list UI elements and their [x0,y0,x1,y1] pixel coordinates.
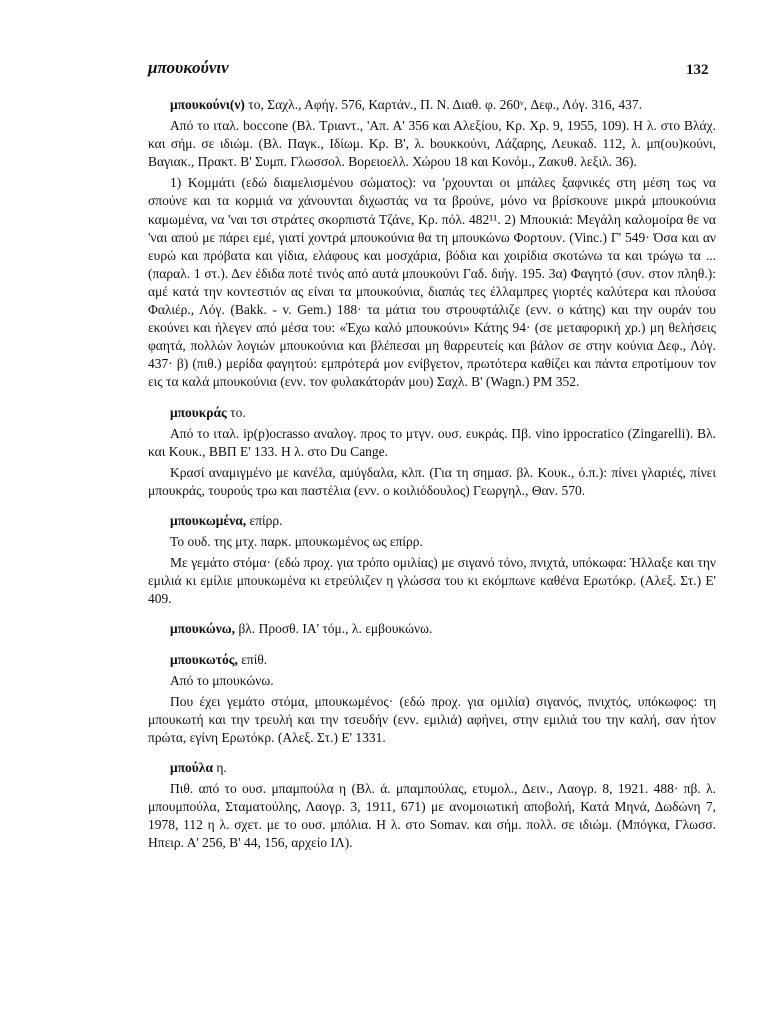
running-head: μπουκούνιν [148,58,229,77]
entry-paragraph: Κρασί αναμιγμένο με κανέλα, αμύγδαλα, κλπ. (Για τη σημασ. βλ. Κουκ., ό.π.): πίνει γλαριές, πίνει μπουκράς, τουρούς τρω και παστέλια (ενν. ο κοιλιόδουλος) Γεωργηλ., Θαν. 570. [148,464,716,498]
entry-paragraph: Που έχει γεμάτο στόμα, μπουκωμένος· (εδώ προχ. για ομιλία) σιγανός, πνιχτός, υπόκωφος: τη μπουκωτή και την τρευλή και την τσευδήν (ενν. εμιλιά) αφήνει, στην εμιλιά του την καλή, σαν ήτον πρώτα, εγίνη Ερωτόκρ. (Αλεξ. Στ.) Ε' 1331. [148,693,716,745]
page-number: 132 [686,62,709,78]
entry-mpoukono [148,620,716,638]
entry-text: το. [230,404,246,420]
entry-paragraph: 1) Κομμάτι (εδώ διαμελισμένου σώματος): να 'ρχουνται οι μπάλες ξαφνικές στη μέση τως να σπούνε και τα κορμιά να χάνουνται διχωστάς να τα βρούνε, μόνο να βρίσκουνε μικρά μπουκούνια καμωμένα, να 'ναι τσι στράτες σκορπιστά Τζάνε, Κρ. πόλ. 482¹¹. 2) Μπουκιά: Μεγάλη καλομοίρα θε να 'ναι απού με πάρει εμέ, γιατί χοντρά μπουκούνια θα τη μπουκώνω Φορτουν. (Vinc.) Γ' 549· Όσα και αν ευρώ και πρόβατα και γίδια, ελάφους και μοσχάρια, βόδια και χοιρίδια σκοτώνω τα και τρώγω τα ... (παραλ. 1 στ.). Δεν έδιδα ποτέ τινός από αυτά μπουκούνι Γαδ. διήγ. 195. 3α) Φαγητό (συν. στον πληθ.): αμέ κατά την κοντεστιόν ας είναι τα μπουκούνια, διαπάς τες έλλαμπρες γιορτές καλύτερα και πλούσα Φαλιέρ., Λόγ. (Bakk. - v. Gem.) 188· τα μάτια του στρουφτάλιζε (ενν. ο κάτης) και την ουράν του εκούνει και ήλεγεν από μέσα του: «Έχω καλό μπουκούνι» Κάτης 94· (σε μεταφορική χρ.) μη θελήσεις φαητά, πολλών λογιών μπουκούνια και βλέπεσαι μη θαρρευτείς και βάλον σε στην κούνια Δεφ., Λόγ. 437· β) (πιθ.) μερίδα φαγητού: εμπρότερά μον ενίβγετον, πρωτότερα καθίζει και πάντα επροτίμουν τον εις τα καλά μπουκούνια (ενν. τον φυλακάτοράν μου) Σαχλ. Β' (Wagn.) PM 352. [148,175,716,390]
entry-mpoukras [148,404,716,500]
entry-paragraph: Από το ιταλ. boccone (Βλ. Τριαντ., 'Απ. Α' 356 και Αλεξίου, Κρ. Χρ. 9, 1955, 109). Η λ. στο Βλάχ. και σήμ. σε ιδιώμ. (Βλ. Παγκ., Ιδίωμ. Κρ. Β', λ. bουκκούνι, Λάζαρης, Λευκαδ. 112, λ. μπ(ου)κούνι, Βαγιακ., Πρακτ. Β' Συμπ. Γλωσσολ. Βορειοελλ. Χώρου 18 και Κονόμ., Ζακυθ. λεξιλ. 36). [148,118,716,170]
entry-paragraph: Από το ιταλ. ip(p)ocrasso αναλογ. προς το μτγν. ουσ. ευκράς. Πβ. vino ippocratico (Zingarelli). Βλ. και Κουκ., ΒΒΠ Ε' 133. Η λ. στο Du Cange. [148,425,716,459]
entry-paragraph: Το ουδ. της μτχ. παρκ. μπουκωμένος ως επίρρ. [170,534,423,550]
entry-headword: μπούλα [170,760,213,775]
entry-first-line [148,620,716,638]
entry-text: η. [216,760,227,775]
entry-first-line [148,651,716,669]
dictionary-body [148,96,716,864]
entry-mpoula [148,759,716,852]
entry-paragraph: Με γεμάτο στόμα· (εδώ προχ. για τρόπο ομιλίας) με σιγανό τόνο, πνιχτά, υπόκωφα: Ήλλαξε και την εμιλιά κι εμίλιε μπουκωμένα κι ετρεύλιζεν η γλώσσα του κι εκόμπωνε καθένα Ερωτόκρ. (Αλεξ. Στ.) Ε' 409. [148,555,716,607]
entry-mpoukotos [148,651,716,747]
entry-paragraph: Από το μπουκώνω. [170,672,274,688]
entry-text: το, Σαχλ., Αφήγ. 576, Καρτάν., Π. Ν. Διαθ. φ. 260ᵛ, Δεφ., Λόγ. 316, 437. [248,97,642,112]
entry-first-line [148,512,716,530]
entry-first-line [148,96,716,114]
entry-paragraph: Πιθ. από το ουσ. μπαμπούλα η (Βλ. ά. μπαμπούλας, ετυμολ., Δειν., Λαογρ. 8, 1921. 488· πβ. λ. μπουμπούλα, Σταματούλης, Λαογρ. 3, 1911, 671) με ανομοιωτική αποβολή, Κατά Μηνά, Δωδώνη 7, 1978, 112 η λ. σχετ. με το ουσ. μπόλια. Η λ. στο Somav. και σήμ. πολλ. σε ιδιώμ. (Μπόγκα, Γλωσσ. Ηπειρ. Α' 256, Β' 44, 156, αρχείο ΙΛ). [148,781,716,851]
entry-headword: μπουκώνω, [170,621,236,637]
entry-mpoukomena [148,512,716,608]
entry-first-line [148,759,716,777]
entry-headword: μπουκούνι(ν) [170,97,245,112]
entry-mpoukouni [148,96,716,392]
entry-text: επίθ. [241,651,268,667]
entry-headword: μπουκωτός, [170,651,238,667]
entry-headword: μπουκωμένα, [170,512,247,528]
entry-text: επίρρ. [249,512,283,528]
entry-headword: μπουκράς [170,404,227,420]
entry-first-line [148,404,716,422]
entry-text: βλ. Προσθ. ΙΑ' τόμ., λ. εμβουκώνω. [238,621,433,637]
